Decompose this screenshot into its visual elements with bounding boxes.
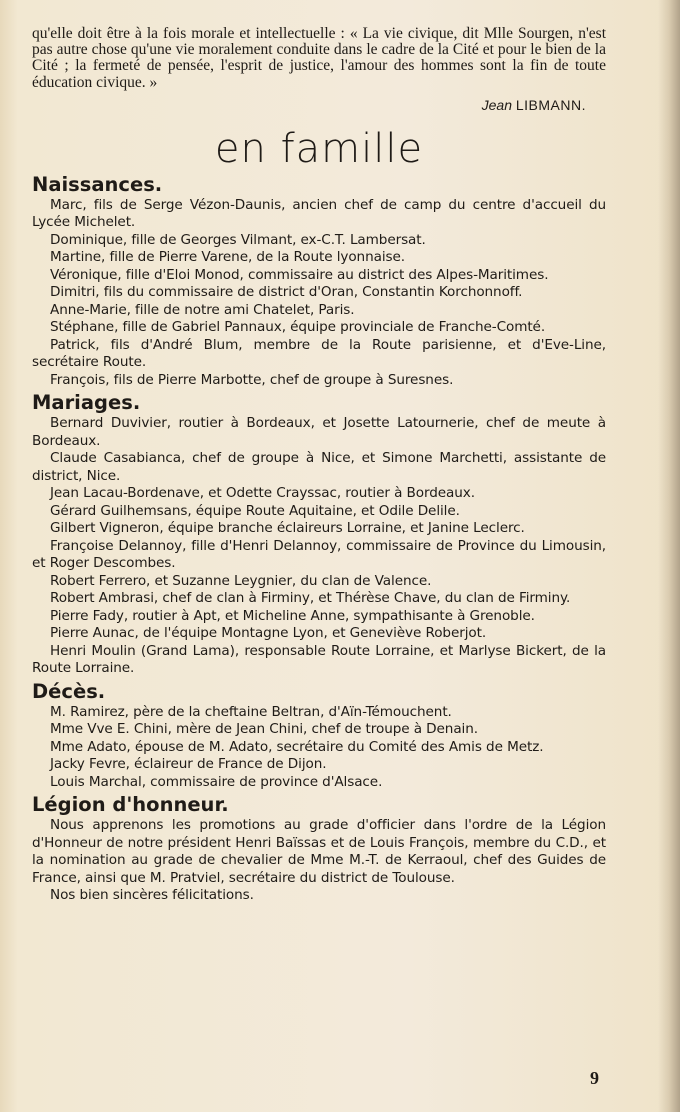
page-content — [32, 26, 606, 907]
announcement-entry: Jean Lacau-Bordenave, et Odette Crayssac, routier à Bordeaux. — [50, 485, 475, 502]
announcements — [32, 173, 606, 907]
section-mariages — [32, 391, 606, 680]
announcement-entry: Jacky Fevre, éclaireur de France de Dijon. — [50, 756, 327, 773]
announcement-entry: Marc, fils de Serge Vézon-Daunis, ancien chef de camp du centre d'accueil du Lycée Michelet. — [32, 196, 606, 231]
announcement-entry: Anne-Marie, fille de notre ami Chatelet, Paris. — [50, 301, 355, 318]
section-deces — [32, 680, 606, 794]
announcement-entry: M. Ramirez, père de la cheftaine Beltran, d'Aïn-Témouchent. — [50, 703, 452, 720]
section-title: Naissances. — [32, 172, 163, 196]
announcement-entry: Gilbert Vigneron, équipe branche éclaireurs Lorraine, et Janine Leclerc. — [50, 520, 525, 537]
announcement-entry: Nous apprenons les promotions au grade d'officier dans l'ordre de la Légion d'Honneur de notre président Henri Baïssas et de Louis François, membre du C.D., et la nomination au grade de chevalier de Mme M.-T. de Kerraoul, chef des Guides de France, ainsi que M. Pratviel, secrétaire du district de Toulouse. — [32, 817, 606, 886]
announcement-entry: Robert Ambrasi, chef de clan à Firminy, et Thérèse Chave, du clan de Firminy. — [50, 590, 571, 607]
intro-quote: qu'elle doit être à la fois morale et intellectuelle : « La vie civique, dit Mlle Sourgen, n'est pas autre chose qu'une vie moralement conduite dans le cadre de la Cité et pour le bien de la Cité ; la fermeté de pensée, l'esprit de justice, l'amour des hommes sont la fin de toute éducation civique. » — [32, 25, 606, 91]
announcement-entry: Martine, fille de Pierre Varene, de la Route lyonnaise. — [50, 249, 405, 266]
section-title: Décès. — [32, 679, 106, 703]
announcement-entry: François, fils de Pierre Marbotte, chef de groupe à Suresnes. — [50, 371, 454, 388]
section-legion-honneur — [32, 793, 606, 907]
announcement-entry: Stéphane, fille de Gabriel Pannaux, équipe provinciale de Franche-Comté. — [50, 319, 546, 336]
announcement-entry: Louis Marchal, commissaire de province d'Alsace. — [50, 773, 383, 790]
author-last-name: LIBMANN. — [515, 96, 586, 113]
announcement-entry: Claude Casabianca, chef de groupe à Nice, et Simone Marchetti, assistante de district, Nice. — [32, 450, 606, 484]
section-title: Mariages. — [32, 391, 141, 415]
announcement-entry: Robert Ferrero, et Suzanne Leygnier, du clan de Valence. — [50, 572, 432, 589]
announcement-entry: Patrick, fils d'André Blum, membre de la Route parisienne, et d'Eve-Line, secrétaire Route. — [32, 336, 606, 371]
announcement-entry: Dominique, fille de Georges Vilmant, ex-C.T. Lambersat. — [50, 231, 426, 248]
announcement-entry: Pierre Aunac, de l'équipe Montagne Lyon, et Geneviève Roberjot. — [50, 625, 487, 642]
announcement-entry: Pierre Fady, routier à Apt, et Micheline Anne, sympathisante à Grenoble. — [50, 607, 535, 624]
announcement-entry: Véronique, fille d'Eloi Monod, commissaire au district des Alpes-Maritimes. — [50, 266, 549, 283]
announcement-entry: Bernard Duvivier, routier à Bordeaux, et Josette Latournerie, chef de meute à Bordeaux. — [32, 415, 606, 449]
announcement-entry: Mme Vve E. Chini, mère de Jean Chini, chef de troupe à Denain. — [50, 721, 478, 738]
announcement-entry: Dimitri, fils du commissaire de district d'Oran, Constantin Korchonnoff. — [50, 284, 523, 301]
announcement-entry: Henri Moulin (Grand Lama), responsable Route Lorraine, et Marlyse Bickert, de la Route Lorraine. — [32, 642, 606, 677]
rubric-title: en famille — [214, 125, 424, 172]
page-number: 9 — [590, 1068, 599, 1088]
announcement-entry: Mme Adato, épouse de M. Adato, secrétaire du Comité des Amis de Metz. — [50, 738, 544, 755]
announcement-entry: Gérard Guilhemsans, équipe Route Aquitaine, et Odile Delile. — [50, 502, 460, 519]
section-title: Légion d'honneur. — [32, 793, 229, 817]
announcement-entry: Françoise Delannoy, fille d'Henri Delannoy, commissaire de Province du Limousin, et Roger Descombes. — [32, 537, 606, 572]
section-naissances — [32, 173, 606, 392]
announcement-entry: Nos bien sincères félicitations. — [50, 887, 254, 904]
author-first-name: Jean — [481, 96, 512, 113]
page-edge-shadow — [658, 0, 680, 1112]
author-signature — [32, 97, 586, 113]
